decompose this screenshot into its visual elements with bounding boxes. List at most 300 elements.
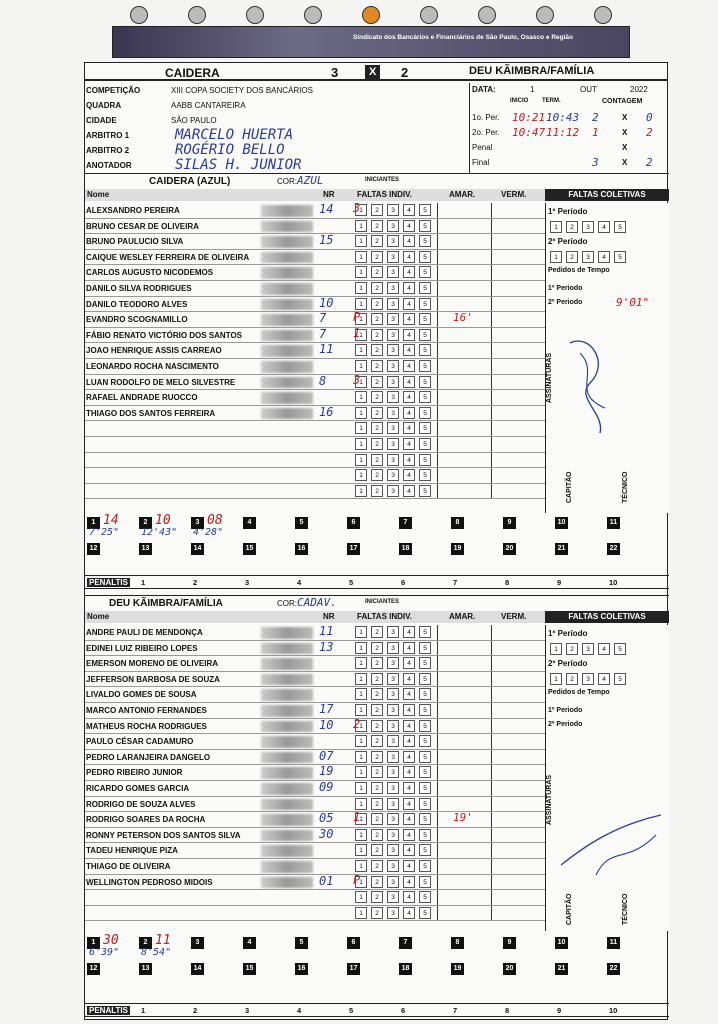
team-foul-box[interactable]: 5: [614, 673, 626, 685]
foul-box[interactable]: 4: [403, 813, 415, 825]
foul-box[interactable]: 3: [387, 235, 399, 247]
foul-box[interactable]: 1: [355, 360, 367, 372]
foul-box[interactable]: 3: [387, 720, 399, 732]
foul-box[interactable]: 3: [387, 422, 399, 434]
arbitro2-value: ROGÉRIO BELLO: [175, 142, 285, 158]
foul-box[interactable]: 3: [387, 766, 399, 778]
team-foul-box[interactable]: 5: [614, 251, 626, 263]
foul-box[interactable]: 1: [355, 860, 367, 872]
score-x: X: [365, 65, 380, 79]
foul-box[interactable]: 4: [403, 829, 415, 841]
foul-box[interactable]: 2: [371, 907, 383, 919]
faltas-col: FALTAS INDIV.: [357, 190, 412, 199]
term-label: TERM.: [542, 98, 561, 104]
redacted-document: [261, 330, 313, 342]
foul-box[interactable]: 4: [403, 766, 415, 778]
column-divider: [437, 312, 438, 327]
foul-box[interactable]: 3: [387, 360, 399, 372]
foul-box[interactable]: 4: [403, 798, 415, 810]
player-row: [85, 872, 545, 891]
team-a-player-list: [85, 203, 545, 513]
player-name: CAIQUE WESLEY FERREIRA DE OLIVEIRA: [86, 252, 250, 262]
column-divider: [491, 484, 492, 499]
foul-box[interactable]: 2: [371, 251, 383, 263]
final-label: Final: [472, 158, 490, 167]
foul-box[interactable]: 5: [419, 891, 431, 903]
foul-box[interactable]: 5: [419, 876, 431, 888]
foul-box[interactable]: 5: [419, 626, 431, 638]
team-foul-box[interactable]: 1: [550, 251, 562, 263]
goal-slot-number: 9: [503, 517, 516, 529]
foul-box[interactable]: 4: [403, 251, 415, 263]
foul-box[interactable]: 2: [371, 376, 383, 388]
foul-box[interactable]: 5: [419, 220, 431, 232]
foul-box[interactable]: 1: [355, 751, 367, 763]
column-divider: [491, 343, 492, 358]
foul-box[interactable]: 1: [355, 798, 367, 810]
foul-box[interactable]: 1: [355, 391, 367, 403]
per1-inicio: 10:21: [512, 111, 546, 124]
foul-box[interactable]: 5: [419, 907, 431, 919]
foul-box[interactable]: 3: [387, 344, 399, 356]
foul-box[interactable]: 4: [403, 220, 415, 232]
foul-box[interactable]: 3: [387, 798, 399, 810]
foul-box[interactable]: 2: [371, 407, 383, 419]
column-divider: [437, 421, 438, 436]
foul-box[interactable]: 1: [355, 251, 367, 263]
redacted-document: [261, 783, 313, 795]
foul-box[interactable]: 3: [387, 844, 399, 856]
foul-box[interactable]: 1: [355, 657, 367, 669]
foul-box[interactable]: 2: [371, 626, 383, 638]
foul-box[interactable]: 1: [355, 844, 367, 856]
team-foul-box[interactable]: 1: [550, 643, 562, 655]
foul-box[interactable]: 1: [355, 282, 367, 294]
column-divider: [437, 687, 438, 702]
foul-box[interactable]: 3: [387, 735, 399, 747]
team-foul-box[interactable]: 3: [582, 673, 594, 685]
team-foul-box[interactable]: 2: [566, 251, 578, 263]
foul-box[interactable]: 5: [419, 642, 431, 654]
player-number: 05: [319, 811, 334, 826]
yellow-card-time: 16': [453, 311, 473, 325]
foul-box[interactable]: 3: [387, 266, 399, 278]
player-row: [85, 716, 545, 735]
per1-b: 0: [646, 111, 653, 124]
foul-box[interactable]: 4: [403, 657, 415, 669]
foul-box[interactable]: 1: [355, 813, 367, 825]
foul-box[interactable]: 4: [403, 876, 415, 888]
team-foul-box[interactable]: 2: [566, 673, 578, 685]
foul-box[interactable]: 4: [403, 907, 415, 919]
foul-mark: 1: [353, 810, 361, 825]
foul-box[interactable]: 4: [403, 298, 415, 310]
foul-box[interactable]: 4: [403, 329, 415, 341]
team-foul-box[interactable]: 2: [566, 643, 578, 655]
foul-box[interactable]: 2: [371, 204, 383, 216]
info-block: [85, 83, 467, 173]
goal-player: 30: [103, 933, 119, 948]
foul-box[interactable]: 3: [387, 704, 399, 716]
foul-box[interactable]: 5: [419, 829, 431, 841]
foul-box[interactable]: 5: [419, 329, 431, 341]
foul-box[interactable]: 5: [419, 844, 431, 856]
foul-box[interactable]: 5: [419, 391, 431, 403]
player-row: [85, 734, 545, 750]
foul-box[interactable]: 4: [403, 360, 415, 372]
goal-slot-number: 21: [555, 963, 568, 975]
player-number: 07: [319, 748, 334, 763]
column-divider: [437, 328, 438, 343]
foul-box[interactable]: 3: [387, 298, 399, 310]
foul-box[interactable]: 3: [387, 642, 399, 654]
column-divider: [437, 297, 438, 312]
redacted-document: [261, 205, 313, 217]
goal-slot-number: 19: [451, 543, 464, 555]
team-foul-box[interactable]: 3: [582, 643, 594, 655]
foul-box[interactable]: 5: [419, 673, 431, 685]
foul-box[interactable]: 5: [419, 360, 431, 372]
foul-box[interactable]: 1: [355, 469, 367, 481]
foul-box[interactable]: 4: [403, 626, 415, 638]
foul-box[interactable]: 5: [419, 407, 431, 419]
foul-box[interactable]: 4: [403, 282, 415, 294]
foul-box[interactable]: 3: [387, 673, 399, 685]
foul-box[interactable]: 1: [355, 454, 367, 466]
foul-box[interactable]: 4: [403, 735, 415, 747]
foul-box[interactable]: 1: [355, 313, 367, 325]
foul-box[interactable]: 2: [371, 422, 383, 434]
quadra-label: QUADRA: [86, 101, 122, 110]
foul-box[interactable]: 4: [403, 344, 415, 356]
column-divider: [491, 656, 492, 671]
foul-box[interactable]: 2: [371, 360, 383, 372]
foul-box[interactable]: 1: [355, 891, 367, 903]
foul-box[interactable]: 3: [387, 891, 399, 903]
nr-col: NR: [323, 190, 335, 199]
foul-box[interactable]: 2: [371, 220, 383, 232]
foul-box[interactable]: 2: [371, 891, 383, 903]
foul-box[interactable]: 5: [419, 751, 431, 763]
foul-box[interactable]: 2: [371, 766, 383, 778]
foul-box[interactable]: 3: [387, 688, 399, 700]
column-divider: [491, 281, 492, 296]
foul-box[interactable]: 1: [355, 438, 367, 450]
foul-box[interactable]: 1: [355, 407, 367, 419]
foul-box[interactable]: 1: [355, 266, 367, 278]
foul-box[interactable]: 5: [419, 235, 431, 247]
foul-box[interactable]: 4: [403, 204, 415, 216]
foul-box[interactable]: 4: [403, 844, 415, 856]
redacted-document: [261, 877, 313, 889]
foul-box[interactable]: 1: [355, 220, 367, 232]
foul-box[interactable]: 4: [403, 422, 415, 434]
goal-slot-number: 13: [139, 963, 152, 975]
score-sheet: [84, 62, 668, 1020]
foul-box[interactable]: 4: [403, 782, 415, 794]
foul-box[interactable]: 3: [387, 391, 399, 403]
foul-box[interactable]: 3: [387, 876, 399, 888]
score-a: 3: [331, 65, 339, 80]
foul-box[interactable]: 2: [371, 735, 383, 747]
goal-slot-number: 6: [347, 937, 360, 949]
foul-box[interactable]: 4: [403, 704, 415, 716]
foul-box[interactable]: 2: [371, 657, 383, 669]
foul-box[interactable]: 4: [403, 469, 415, 481]
team-foul-box[interactable]: 5: [614, 643, 626, 655]
team-a-capitao: CAPITÃO: [566, 471, 573, 503]
foul-box[interactable]: 3: [387, 407, 399, 419]
foul-box[interactable]: 4: [403, 313, 415, 325]
foul-box[interactable]: 2: [371, 688, 383, 700]
foul-box[interactable]: 1: [355, 235, 367, 247]
foul-box[interactable]: 2: [371, 313, 383, 325]
foul-box[interactable]: 5: [419, 422, 431, 434]
player-name: EVANDRO SCOGNAMILLO: [86, 315, 188, 325]
foul-box[interactable]: 3: [387, 454, 399, 466]
foul-box[interactable]: 1: [355, 876, 367, 888]
sponsor-logo-2: [188, 6, 206, 24]
goal-time: 8'54": [141, 947, 172, 958]
foul-box[interactable]: 1: [355, 766, 367, 778]
foul-box[interactable]: 4: [403, 454, 415, 466]
team-foul-box[interactable]: 4: [598, 643, 610, 655]
foul-box[interactable]: 2: [371, 876, 383, 888]
foul-box[interactable]: 1: [355, 704, 367, 716]
foul-box[interactable]: 2: [371, 266, 383, 278]
player-row: [85, 843, 545, 859]
foul-box[interactable]: 1: [355, 720, 367, 732]
foul-box[interactable]: 2: [371, 720, 383, 732]
goal-slot-number: 18: [399, 543, 412, 555]
player-row: [85, 672, 545, 688]
foul-box[interactable]: 4: [403, 688, 415, 700]
foul-box[interactable]: 5: [419, 485, 431, 497]
foul-box[interactable]: 1: [355, 329, 367, 341]
foul-box[interactable]: 2: [371, 751, 383, 763]
team-foul-box[interactable]: 4: [598, 251, 610, 263]
foul-box[interactable]: 1: [355, 688, 367, 700]
column-divider: [491, 421, 492, 436]
team-b-penaltis-row: [85, 1003, 669, 1017]
goal-slot-number: 10: [555, 937, 568, 949]
foul-box[interactable]: 4: [403, 266, 415, 278]
foul-box[interactable]: 5: [419, 469, 431, 481]
foul-box[interactable]: 1: [355, 626, 367, 638]
foul-box[interactable]: 5: [419, 251, 431, 263]
foul-box[interactable]: 2: [371, 344, 383, 356]
foul-box[interactable]: 3: [387, 485, 399, 497]
column-divider: [491, 375, 492, 390]
foul-box[interactable]: 5: [419, 313, 431, 325]
foul-box[interactable]: 2: [371, 391, 383, 403]
foul-box[interactable]: 3: [387, 860, 399, 872]
player-number: 15: [319, 233, 334, 248]
foul-box[interactable]: 5: [419, 344, 431, 356]
foul-box[interactable]: 2: [371, 469, 383, 481]
player-row: [85, 390, 545, 406]
column-divider: [491, 203, 492, 218]
player-row: [85, 859, 545, 875]
foul-box[interactable]: 5: [419, 376, 431, 388]
foul-box[interactable]: 3: [387, 782, 399, 794]
player-name: DANILO TEODORO ALVES: [86, 299, 188, 309]
foul-box[interactable]: 3: [387, 282, 399, 294]
foul-box[interactable]: 3: [387, 829, 399, 841]
foul-box[interactable]: 2: [371, 235, 383, 247]
column-divider: [437, 797, 438, 812]
foul-box[interactable]: 5: [419, 438, 431, 450]
foul-box[interactable]: 1: [355, 344, 367, 356]
player-name: ANDRE PAULI DE MENDONÇA: [86, 628, 203, 637]
foul-box[interactable]: 1: [355, 422, 367, 434]
team-foul-box[interactable]: 1: [550, 221, 562, 233]
redacted-document: [261, 345, 313, 357]
foul-box[interactable]: 4: [403, 860, 415, 872]
foul-box[interactable]: 5: [419, 782, 431, 794]
foul-box[interactable]: 3: [387, 251, 399, 263]
foul-box[interactable]: 2: [371, 829, 383, 841]
player-number: 16: [319, 404, 334, 419]
anotador-label: ANOTADOR: [86, 161, 132, 170]
foul-box[interactable]: 1: [355, 642, 367, 654]
foul-box[interactable]: 5: [419, 735, 431, 747]
foul-box[interactable]: 3: [387, 907, 399, 919]
foul-box[interactable]: 5: [419, 798, 431, 810]
foul-box[interactable]: 2: [371, 298, 383, 310]
column-divider: [491, 890, 492, 905]
column-divider: [491, 265, 492, 280]
foul-box[interactable]: 5: [419, 860, 431, 872]
foul-box[interactable]: 3: [387, 313, 399, 325]
foul-mark: 3: [353, 201, 361, 215]
foul-box[interactable]: 2: [371, 485, 383, 497]
foul-box[interactable]: 3: [387, 376, 399, 388]
foul-box[interactable]: 1: [355, 829, 367, 841]
foul-box[interactable]: 5: [419, 688, 431, 700]
foul-box[interactable]: 3: [387, 204, 399, 216]
player-name: JEFFERSON BARBOSA DE SOUZA: [86, 674, 220, 684]
team-foul-box[interactable]: 1: [550, 673, 562, 685]
penalty-slot: 8: [505, 1006, 510, 1015]
foul-box[interactable]: 4: [403, 235, 415, 247]
column-divider: [491, 859, 492, 874]
foul-box[interactable]: 4: [403, 485, 415, 497]
goal-slot-number: 2: [139, 517, 152, 529]
foul-box[interactable]: 1: [355, 485, 367, 497]
foul-box[interactable]: 4: [403, 720, 415, 732]
per2-inicio: 10:47: [512, 126, 546, 139]
foul-box[interactable]: 1: [355, 298, 367, 310]
team-foul-box[interactable]: 3: [582, 221, 594, 233]
foul-box[interactable]: 5: [419, 704, 431, 716]
foul-box[interactable]: 1: [355, 907, 367, 919]
team-foul-box[interactable]: 4: [598, 221, 610, 233]
foul-box[interactable]: 1: [355, 782, 367, 794]
foul-box[interactable]: 5: [419, 266, 431, 278]
foul-box[interactable]: 5: [419, 454, 431, 466]
player-row: [85, 437, 545, 453]
foul-box[interactable]: 2: [371, 813, 383, 825]
player-row: [85, 203, 545, 219]
foul-box[interactable]: 5: [419, 657, 431, 669]
foul-box[interactable]: 4: [403, 391, 415, 403]
team-b-goals-grid: [85, 935, 669, 987]
foul-box[interactable]: 1: [355, 204, 367, 216]
foul-box[interactable]: 4: [403, 407, 415, 419]
foul-box[interactable]: 2: [371, 454, 383, 466]
column-divider: [437, 859, 438, 874]
penalty-slot: 4: [297, 1006, 302, 1015]
foul-box[interactable]: 3: [387, 220, 399, 232]
foul-box[interactable]: 1: [355, 376, 367, 388]
column-divider: [437, 453, 438, 468]
foul-box[interactable]: 4: [403, 751, 415, 763]
foul-box[interactable]: 2: [371, 860, 383, 872]
foul-box[interactable]: 1: [355, 673, 367, 685]
foul-box[interactable]: 5: [419, 298, 431, 310]
foul-box[interactable]: 5: [419, 766, 431, 778]
foul-box[interactable]: 4: [403, 891, 415, 903]
team-a-p2: 2º Período: [548, 237, 588, 246]
player-number: 14: [319, 202, 334, 216]
goal-slot-number: 2: [139, 937, 152, 949]
goal-player: 10: [155, 513, 171, 528]
column-divider: [491, 328, 492, 343]
foul-box[interactable]: 4: [403, 438, 415, 450]
final-x: X: [622, 158, 628, 167]
foul-box[interactable]: 4: [403, 642, 415, 654]
team-foul-box[interactable]: 4: [598, 673, 610, 685]
column-divider: [437, 375, 438, 390]
foul-box[interactable]: 2: [371, 844, 383, 856]
foul-box[interactable]: 4: [403, 673, 415, 685]
foul-box[interactable]: 2: [371, 782, 383, 794]
foul-box[interactable]: 3: [387, 329, 399, 341]
foul-box[interactable]: 2: [371, 642, 383, 654]
foul-box[interactable]: 2: [371, 282, 383, 294]
foul-box[interactable]: 2: [371, 329, 383, 341]
team-foul-box[interactable]: 3: [582, 251, 594, 263]
foul-box[interactable]: 3: [387, 813, 399, 825]
foul-box[interactable]: 3: [387, 751, 399, 763]
foul-box[interactable]: 5: [419, 720, 431, 732]
foul-box[interactable]: 2: [371, 673, 383, 685]
column-divider: [491, 234, 492, 249]
foul-box[interactable]: 2: [371, 704, 383, 716]
foul-box[interactable]: 5: [419, 813, 431, 825]
player-number: 17: [319, 702, 334, 716]
player-row: [85, 297, 545, 313]
foul-box[interactable]: 4: [403, 376, 415, 388]
foul-box[interactable]: 1: [355, 735, 367, 747]
foul-box[interactable]: 3: [387, 469, 399, 481]
foul-box[interactable]: 2: [371, 438, 383, 450]
foul-box[interactable]: 2: [371, 798, 383, 810]
redacted-document: [261, 845, 313, 857]
player-row: [85, 484, 545, 500]
foul-box[interactable]: 5: [419, 282, 431, 294]
team-foul-box[interactable]: 5: [614, 221, 626, 233]
foul-box[interactable]: 3: [387, 626, 399, 638]
foul-box[interactable]: 3: [387, 657, 399, 669]
per1-x: X: [622, 113, 628, 122]
foul-box[interactable]: 5: [419, 204, 431, 216]
player-name: RONNY PETERSON DOS SANTOS SILVA: [86, 830, 241, 840]
foul-box[interactable]: 3: [387, 438, 399, 450]
team-foul-box[interactable]: 2: [566, 221, 578, 233]
player-row: [85, 765, 545, 781]
